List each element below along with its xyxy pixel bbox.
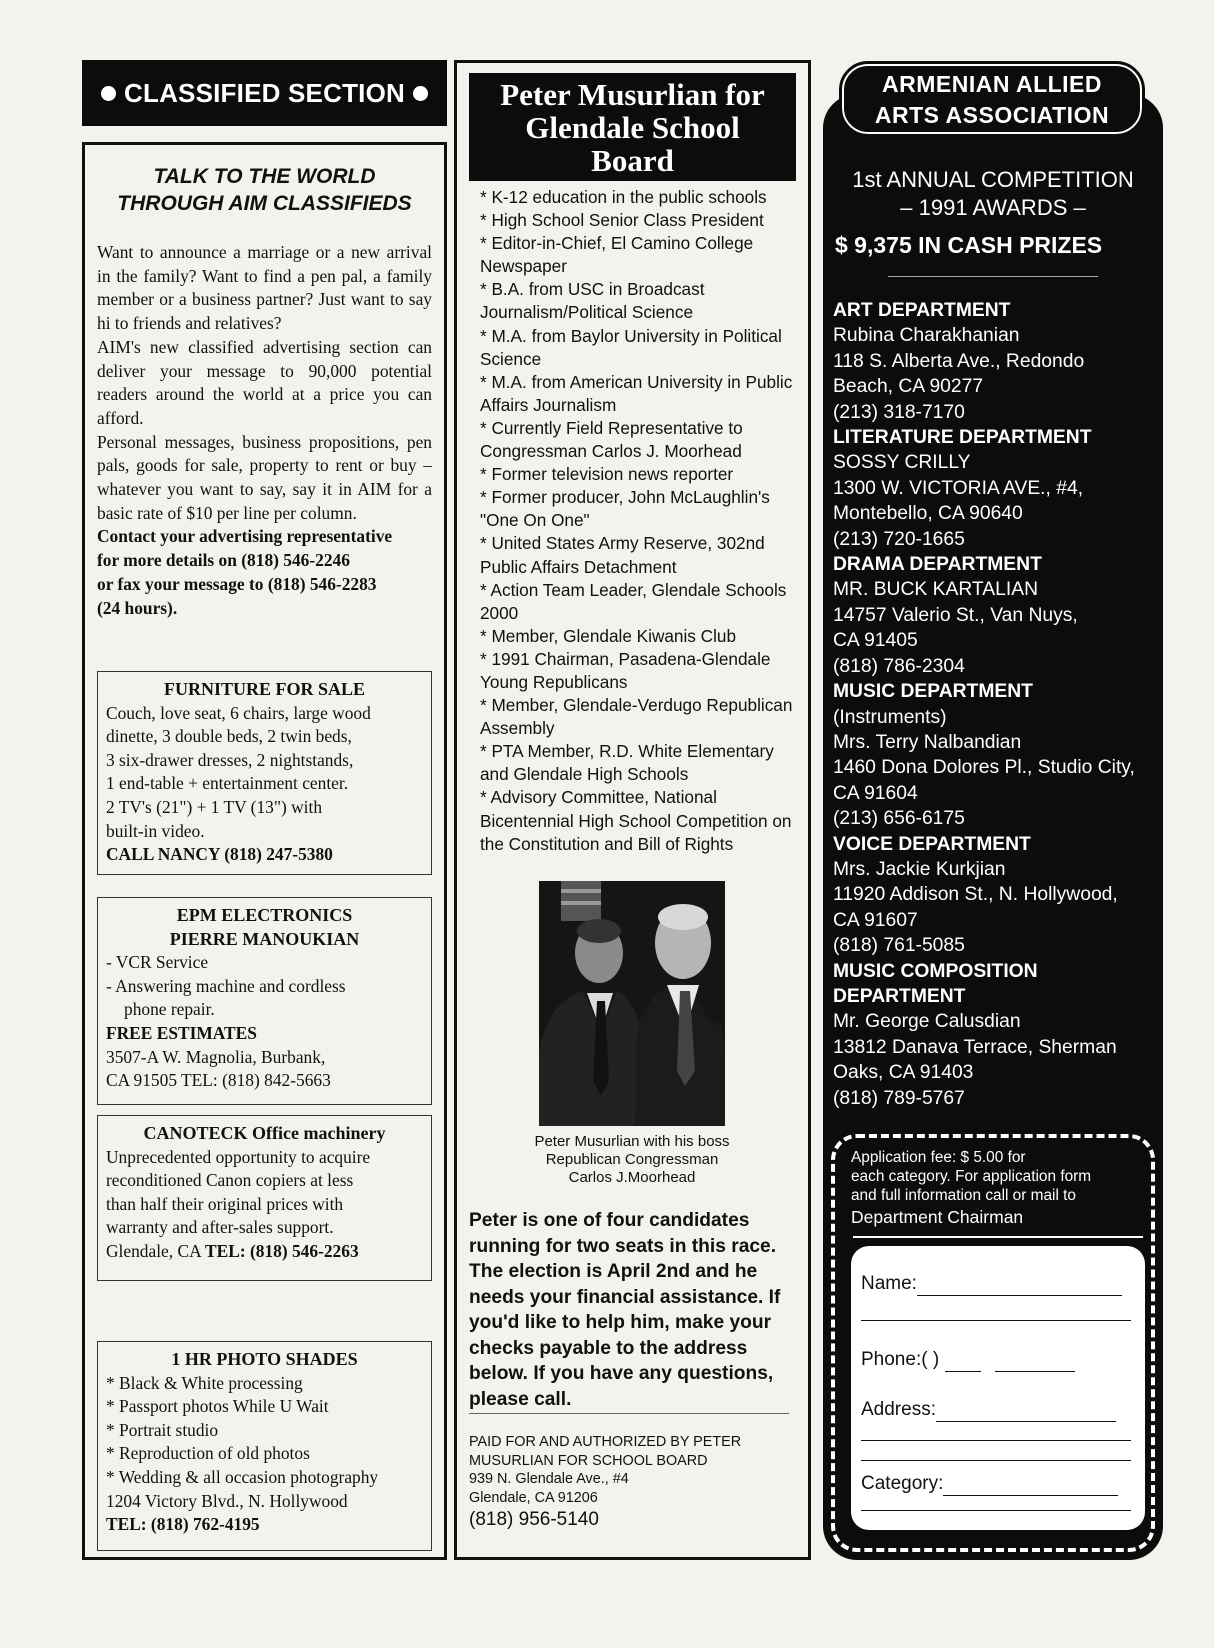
epm-ad-service: - VCR Service: [106, 952, 209, 973]
department-entry: [833, 552, 1163, 679]
candidate-qualifications: [480, 186, 802, 856]
competition-heading: [823, 166, 1163, 222]
qualification-item: * PTA Member, R.D. White Elementary and Glendale High Schools: [480, 741, 774, 785]
department-name: VOICE DEPARTMENT: [833, 833, 1031, 855]
arts-association-panel: [823, 94, 1163, 1560]
divider: [469, 1413, 789, 1414]
canoteck-ad-tel: TEL: (818) 546-2263: [205, 1240, 359, 1261]
department-entry: [833, 425, 1163, 552]
name-field[interactable]: [861, 1272, 1131, 1296]
category-blank[interactable]: [943, 1478, 1118, 1496]
department-detail: (213) 318-7170: [833, 401, 965, 423]
paid-line: PAID FOR AND AUTHORIZED BY PETER: [469, 1434, 742, 1450]
department-detail: (818) 786-2304: [833, 655, 965, 677]
photo-illustration: [539, 881, 725, 1126]
furniture-ad-line: 3 six-drawer dresses, 2 nightstands,: [106, 749, 354, 770]
photo-ad-line: * Portrait studio: [106, 1419, 219, 1440]
photo-caption-line: Peter Musurlian with his boss: [534, 1133, 730, 1150]
department-detail: 118 S. Alberta Ave., Redondo: [833, 350, 1085, 372]
arts-association-title: [842, 64, 1142, 134]
epm-ad-estimates: FREE ESTIMATES: [106, 1022, 257, 1043]
photo-ad-line: * Black & White processing: [106, 1372, 303, 1393]
fee-line: and full information call or mail to: [851, 1187, 1076, 1204]
aim-contact-line: or fax your message to (818) 546-2283: [97, 573, 377, 594]
epm-ad-address: 3507-A W. Magnolia, Burbank,: [106, 1046, 326, 1067]
cash-prize: $ 9,375 IN CASH PRIZES: [835, 232, 1103, 258]
qualification-item: * B.A. from USC in Broadcast Journalism/Political Science: [480, 279, 705, 323]
qualification-item: * 1991 Chairman, Pasadena-Glendale Young Republicans: [480, 648, 771, 692]
department-detail: (Instruments): [833, 706, 947, 728]
department-entry: [833, 298, 1163, 425]
furniture-ad-line: 1 end-table + entertainment center.: [106, 773, 349, 794]
department-detail: Oaks, CA 91403: [833, 1062, 974, 1084]
department-entry: [833, 959, 1163, 1111]
qualification-item: * Advisory Committee, National Bicentennial High School Competition on the Constitution and Bill of Rights: [480, 787, 792, 854]
qualification-item: * United States Army Reserve, 302nd Public Affairs Detachment: [480, 533, 765, 577]
photo-ad-line: * Wedding & all occasion photography: [106, 1466, 379, 1487]
address-label: Address:: [861, 1399, 936, 1420]
canoteck-ad-line: Unprecedented opportunity to acquire: [106, 1146, 371, 1167]
arts-title-line: ARMENIAN ALLIED: [881, 71, 1103, 97]
campaign-phone: (818) 956-5140: [469, 1509, 599, 1530]
candidate-photo: [539, 881, 725, 1126]
department-detail: Beach, CA 90277: [833, 376, 984, 398]
furniture-ad-line: 2 TV's (21") + 1 TV (13") with: [106, 796, 323, 817]
department-detail: Rubina Charakhanian: [833, 325, 1020, 347]
phone-field[interactable]: [861, 1348, 1131, 1372]
furniture-ad-title: FURNITURE FOR SALE: [163, 679, 366, 699]
department-detail: 1460 Dona Dolores Pl., Studio City,: [833, 757, 1135, 779]
epm-ad-service: - Answering machine and cordless: [106, 975, 346, 996]
arts-title-line: ARTS ASSOCIATION: [874, 102, 1110, 128]
photo-ad-line: * Reproduction of old photos: [106, 1443, 310, 1464]
furniture-ad: [97, 671, 432, 875]
form-line: [861, 1320, 1131, 1321]
name-blank[interactable]: [917, 1278, 1122, 1296]
department-entry: [833, 832, 1163, 959]
canoteck-ad-line: reconditioned Canon copiers at less: [106, 1170, 354, 1191]
department-detail: Montebello, CA 90640: [833, 503, 1023, 525]
department-detail: CA 91607: [833, 909, 918, 931]
application-form: [851, 1246, 1145, 1530]
aim-body: [97, 241, 432, 620]
qualification-item: * K-12 education in the public schools: [480, 187, 767, 207]
competition-line: 1st ANNUAL COMPETITION: [852, 167, 1134, 192]
paid-line: MUSURLIAN FOR SCHOOL BOARD: [469, 1452, 708, 1469]
paid-line: Glendale, CA 91206: [469, 1489, 598, 1506]
department-entry: [833, 679, 1163, 831]
department-name: MUSIC COMPOSITION DEPARTMENT: [833, 960, 1038, 1007]
epm-ad-service: phone repair.: [124, 999, 215, 1020]
department-detail: CA 91405: [833, 630, 918, 652]
phone-blank[interactable]: [995, 1354, 1075, 1372]
epm-ad-title: PIERRE MANOUKIAN: [169, 928, 360, 949]
furniture-ad-line: dinette, 3 double beds, 2 twin beds,: [106, 726, 352, 747]
department-name: LITERATURE DEPARTMENT: [833, 427, 1092, 449]
furniture-ad-line: Couch, love seat, 6 chairs, large wood: [106, 702, 371, 723]
epm-ad-address: CA 91505 TEL: (818) 842-5663: [106, 1070, 331, 1091]
phone-label: Phone:( ): [861, 1349, 940, 1370]
aim-title-line: TALK TO THE WORLD: [153, 165, 376, 188]
epm-electronics-ad: [97, 897, 432, 1105]
category-field[interactable]: [861, 1472, 1131, 1496]
candidate-title-line: Glendale School: [525, 110, 740, 145]
classified-box: [82, 142, 447, 1560]
application-fee-info: [851, 1148, 1141, 1229]
canoteck-ad: [97, 1115, 432, 1281]
aim-paragraph: AIM's new classified advertising section can deliver your message to 90,000 potential readers around the world at a price you can afford.: [97, 336, 432, 428]
department-detail: 11920 Addison St., N. Hollywood,: [833, 884, 1118, 906]
donation-appeal: Peter is one of four candidates running for two seats in this race. The election is April 2nd and he needs your financial assistance. If you'd like to help him, make your checks payable to the address below. If you have any questions, please call.: [469, 1210, 781, 1410]
photo-caption-line: Carlos J.Moorhead: [568, 1169, 696, 1186]
qualification-item: * Currently Field Representative to Congressman Carlos J. Moorhead: [480, 417, 743, 462]
paid-line: 939 N. Glendale Ave., #4: [469, 1471, 629, 1487]
aim-contact: [97, 525, 432, 620]
aim-paragraph: Personal messages, business propositions, pen pals, goods for sale, property to rent or buy – whatever you want to say, say it in AIM for a basic rate of $10 per line per column.: [97, 431, 432, 523]
candidate-title: [469, 73, 796, 181]
epm-ad-title: EPM ELECTRONICS: [176, 905, 353, 925]
candidate-title-line: Board: [591, 143, 674, 178]
photo-caption-line: Republican Congressman: [545, 1151, 719, 1168]
form-line: [861, 1510, 1131, 1511]
department-detail: MR. BUCK KARTALIAN: [833, 579, 1038, 601]
classified-header-text: CLASSIFIED SECTION: [124, 77, 405, 108]
furniture-ad-line: built-in video.: [106, 820, 205, 841]
department-detail: 13812 Danava Terrace, Sherman: [833, 1036, 1117, 1058]
qualification-item: * Former producer, John McLaughlin's "One On One": [480, 487, 770, 531]
department-name: MUSIC DEPARTMENT: [833, 681, 1033, 703]
fee-chair: Department Chairman: [851, 1207, 1024, 1227]
form-line: [861, 1440, 1131, 1441]
department-detail: 14757 Valerio St., Van Nuys,: [833, 604, 1078, 626]
aim-title-line: THROUGH AIM CLASSIFIEDS: [117, 192, 412, 215]
divider: [888, 276, 1098, 277]
competition-line: – 1991 AWARDS –: [900, 195, 1086, 220]
department-detail: (818) 761-5085: [833, 935, 965, 957]
photo-ad-tel: TEL: (818) 762-4195: [106, 1514, 260, 1535]
bullet-icon: [101, 86, 116, 101]
classified-section-header: [82, 60, 447, 126]
bullet-icon: [413, 86, 428, 101]
candidate-box: [454, 60, 811, 1560]
department-detail: CA 91604: [833, 782, 918, 804]
photo-ad-line: * Passport photos While U Wait: [106, 1396, 329, 1417]
canoteck-ad-title: CANOTECK Office machinery: [143, 1123, 386, 1143]
department-list: [833, 298, 1163, 1111]
qualification-item: * Editor-in-Chief, El Camino College Newspaper: [480, 233, 754, 277]
aim-contact-line: for more details on (818) 546-2246: [97, 550, 350, 571]
department-detail: (818) 789-5767: [833, 1087, 965, 1109]
phone-blank[interactable]: [945, 1354, 981, 1372]
canoteck-ad-city: Glendale, CA: [106, 1240, 201, 1261]
qualification-item: * Member, Glendale-Verdugo Republican Assembly: [480, 695, 793, 739]
department-detail: 1300 W. VICTORIA AVE., #4,: [833, 477, 1084, 499]
fee-line: each category. For application form: [851, 1168, 1092, 1185]
qualification-item: * High School Senior Class President: [480, 210, 764, 231]
qualification-item: * M.A. from Baylor University in Political Science: [480, 325, 782, 369]
fee-line: Application fee: $ 5.00 for: [851, 1149, 1026, 1166]
address-blank[interactable]: [936, 1404, 1116, 1422]
divider: [853, 1236, 1143, 1238]
paid-for-notice: [469, 1433, 799, 1533]
form-line: [861, 1460, 1131, 1461]
qualification-item: * M.A. from American University in Public Affairs Journalism: [480, 371, 793, 415]
photo-caption: [487, 1133, 777, 1187]
department-name: ART DEPARTMENT: [833, 300, 1011, 321]
photo-shades-ad: [97, 1341, 432, 1551]
department-detail: Mr. George Calusdian: [833, 1011, 1021, 1033]
qualification-item: * Member, Glendale Kiwanis Club: [480, 625, 737, 646]
address-field[interactable]: [861, 1398, 1131, 1422]
qualification-item: * Action Team Leader, Glendale Schools 2000: [480, 579, 787, 623]
furniture-ad-contact: CALL NANCY (818) 247-5380: [106, 844, 333, 865]
name-label: Name:: [861, 1273, 917, 1294]
qualification-item: * Former television news reporter: [480, 464, 734, 485]
aim-paragraph: Want to announce a marriage or a new arrival in the family? Want to find a pen pal, a family member or a business partner? Just want to say hi to friends and relatives?: [97, 242, 432, 334]
aim-title: [85, 163, 444, 217]
department-detail: SOSSY CRILLY: [833, 452, 971, 474]
category-label: Category:: [861, 1473, 944, 1494]
department-detail: Mrs. Terry Nalbandian: [833, 731, 1022, 753]
department-name: DRAMA DEPARTMENT: [833, 554, 1042, 576]
department-detail: (213) 656-6175: [833, 808, 965, 830]
photo-ad-line: 1204 Victory Blvd., N. Hollywood: [106, 1490, 348, 1511]
application-form-box: [831, 1134, 1155, 1552]
department-detail: Mrs. Jackie Kurkjian: [833, 858, 1006, 880]
photo-ad-title: 1 HR PHOTO SHADES: [171, 1349, 358, 1369]
department-detail: (213) 720-1665: [833, 528, 965, 550]
canoteck-ad-line: than half their original prices with: [106, 1193, 344, 1214]
aim-contact-line: (24 hours).: [97, 597, 178, 618]
canoteck-ad-line: warranty and after-sales support.: [106, 1217, 334, 1238]
aim-contact-line: Contact your advertising representative: [97, 526, 393, 547]
candidate-title-line: Peter Musurlian for: [500, 77, 765, 112]
